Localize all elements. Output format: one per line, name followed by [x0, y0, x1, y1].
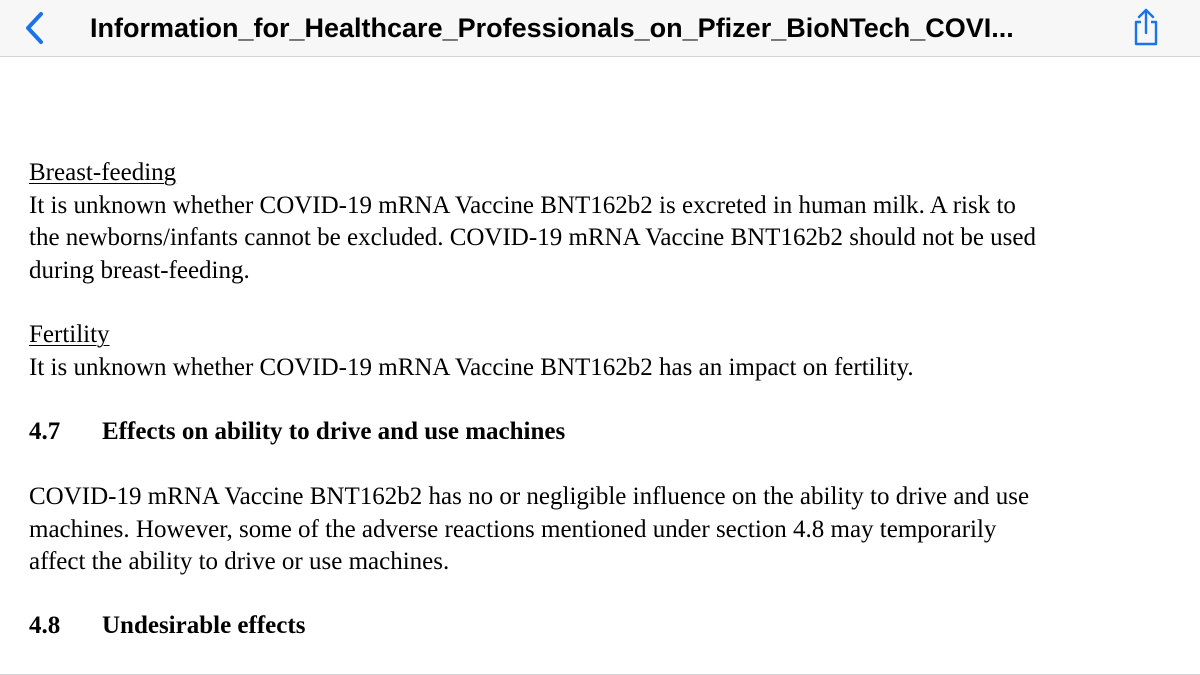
navigation-bar [0, 0, 1200, 57]
section-4-7-paragraph [29, 481, 1029, 579]
section-heading-4-8 [29, 610, 305, 643]
section-number: 4.7 [29, 418, 61, 445]
paragraph-line: affect the ability to drive or use machines. [29, 548, 450, 575]
paragraph-line: It is unknown whether COVID-19 mRNA Vaccine BNT162b2 has an impact on fertility. [29, 353, 914, 381]
back-button[interactable] [18, 8, 54, 48]
share-icon [1128, 6, 1164, 48]
breastfeeding-heading: Breast-feeding [29, 159, 177, 186]
paragraph-line: COVID-19 mRNA Vaccine BNT162b2 has no or negligible influence on the ability to drive and use [29, 483, 1030, 510]
share-button[interactable] [1128, 6, 1164, 48]
section-title: Undesirable effects [102, 612, 306, 639]
document-title: Information_for_Healthcare_Professionals_on_Pfizer_BioNTech_COVI... [90, 13, 1014, 43]
paragraph-line: It is unknown whether COVID-19 mRNA Vaccine BNT162b2 is excreted in human milk. A risk to [29, 191, 1016, 219]
section-number: 4.8 [29, 612, 61, 639]
paragraph-line: the newborns/infants cannot be excluded. COVID-19 mRNA Vaccine BNT162b2 should not be used [29, 224, 1036, 251]
paragraph-line: during breast-feeding. [29, 256, 250, 284]
fertility-section [29, 319, 914, 384]
fertility-heading: Fertility [29, 321, 110, 348]
section-title: Effects on ability to drive and use machines [102, 418, 566, 445]
document-page[interactable] [0, 57, 1200, 675]
chevron-left-icon [18, 8, 54, 48]
breastfeeding-section [29, 157, 1036, 287]
section-heading-4-7 [29, 416, 565, 449]
paragraph-line: machines. However, some of the adverse reactions mentioned under section 4.8 may temporarily [29, 515, 997, 543]
